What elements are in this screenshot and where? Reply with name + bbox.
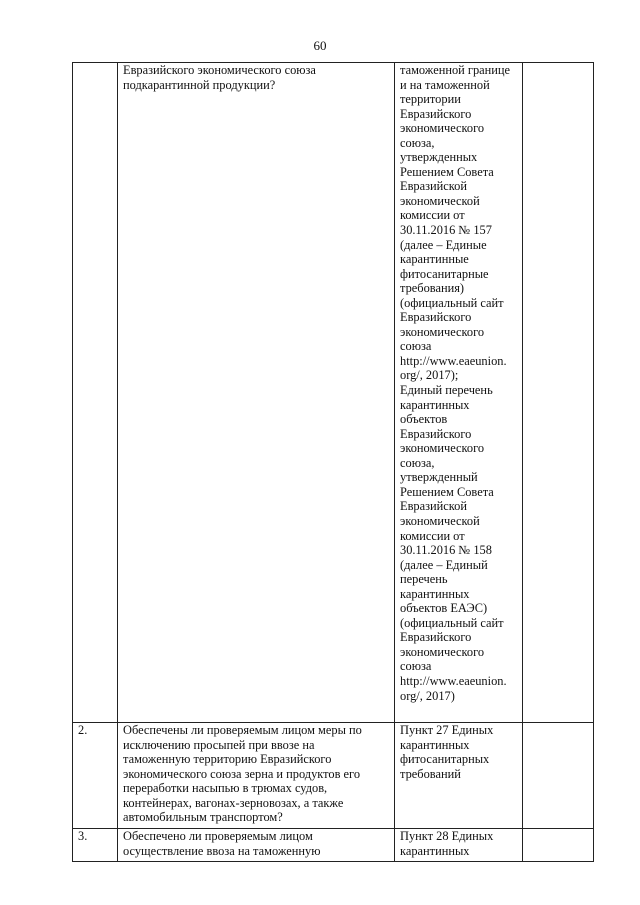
reference-text: Пункт 27 Единых карантинных фитосанитарных требований bbox=[400, 723, 494, 781]
row-number-cell bbox=[73, 63, 118, 723]
row-number-cell bbox=[73, 829, 118, 862]
note-cell bbox=[523, 63, 594, 723]
note-cell bbox=[523, 829, 594, 862]
note-cell bbox=[523, 723, 594, 829]
table-row bbox=[73, 63, 594, 723]
question-cell bbox=[118, 829, 395, 862]
reference-cell bbox=[395, 723, 523, 829]
table-row bbox=[73, 723, 594, 829]
table-row bbox=[73, 829, 594, 862]
checklist-table bbox=[72, 62, 594, 862]
question-cell bbox=[118, 63, 395, 723]
reference-cell bbox=[395, 63, 523, 723]
row-number-cell bbox=[73, 723, 118, 829]
reference-text: таможенной границе и на таможенной территории Евразийского экономического союза, утвержденных Решением Совета Евразийской экономической комиссии от 30.11.2016 № 157 (далее – Единые карантинные фитосанитарные требования) (официальный сайт Евразийского экономического союза http://www.eaeunion. org/, 2017); Единый перечень карантинных объектов Евразийского экономического союза, утвержденный Решением Совета Евразийской экономической комиссии от 30.11.2016 № 158 (далее – Единый перечень карантинных объектов ЕАЭС) (официальный сайт Евразийского экономического союза http://www.eaeunion. org/, 2017) bbox=[400, 63, 511, 703]
page-number: 60 bbox=[313, 38, 327, 53]
question-text: Евразийского экономического союза подкарантинной продукции? bbox=[123, 63, 316, 92]
question-text: Обеспечено ли проверяемым лицом осуществление ввоза на таможенную bbox=[123, 829, 321, 858]
question-text: Обеспечены ли проверяемым лицом меры по исключению просыпей при ввозе на таможенную территорию Евразийского экономического союза зерна и продуктов его переработки насыпью в трюмах судов, контейнерах, вагонах-зерновозах, а также автомобильным транспортом? bbox=[123, 723, 362, 825]
reference-text: Пункт 28 Единых карантинных bbox=[400, 829, 494, 858]
question-cell bbox=[118, 723, 395, 829]
reference-cell bbox=[395, 829, 523, 862]
row-number: 2. bbox=[78, 723, 88, 737]
row-number: 3. bbox=[78, 829, 88, 843]
